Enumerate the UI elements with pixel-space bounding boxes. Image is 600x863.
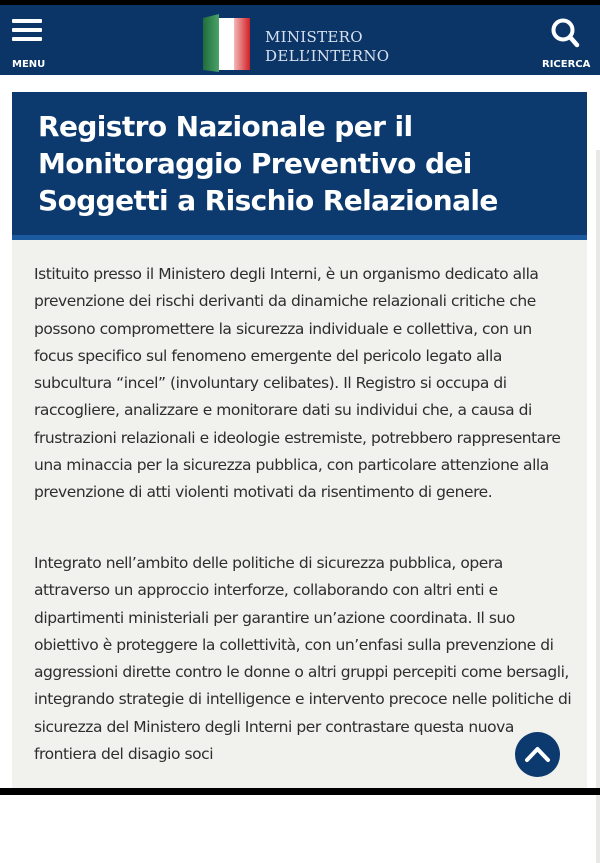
ministry-name <box>265 28 389 66</box>
article-body <box>12 240 587 788</box>
scroll-to-top-button[interactable] <box>515 732 560 777</box>
chevron-up-icon <box>524 742 551 766</box>
paragraph-1: Istituito presso il Ministero degli Interni, è un organismo dedicato alla prevenzione dei rischi derivanti da dinamiche relazionali critiche che possono compromettere la sicurezza individuale e collettiva, con un focus specifico sul fenomeno emergente del pericolo legato alla subcultura “incel” (involuntary celibates). Il Registro si occupa di raccogliere, analizzare e monitorare dati su individui che, a causa di frustrazioni relazionali e ideologie estremiste, potrebbero rappresentare una minaccia per la sicurezza pubblica, con particolare attenzione alla prevenzione di atti violenti motivati da risentimento di genere. <box>34 265 561 502</box>
menu-button[interactable] <box>8 13 48 71</box>
page-title: Registro Nazionale per il Monitoraggio Preventivo dei Soggetti a Rischio Relazionale <box>38 110 498 217</box>
italian-flag-icon <box>203 14 251 72</box>
page-content <box>0 75 600 788</box>
menu-label: MENU <box>12 59 46 70</box>
page-title-banner <box>12 92 587 240</box>
page-edge-shadow <box>596 150 600 863</box>
search-icon <box>550 17 580 49</box>
search-label: RICERCA <box>542 59 591 70</box>
search-button[interactable] <box>540 13 590 71</box>
ministry-logo[interactable] <box>203 12 413 74</box>
hamburger-menu-icon <box>12 19 42 46</box>
site-header <box>0 5 600 75</box>
logo-line-1: MINISTERO <box>265 28 363 46</box>
logo-line-2: DELL’INTERNO <box>265 47 390 65</box>
bottom-black-strip <box>0 788 600 795</box>
paragraph-2: Integrato nell’ambito delle politiche di sicurezza pubblica, opera attraverso un approccio interforze, collaborando con altri enti e dipartimenti ministeriali per garantire un’azione coordinata. Il suo obiettivo è proteggere la collettività, con un’enfasi sulla prevenzione di aggressioni dirette contro le donne o altri gruppi percepiti come bersagli, integrando strategie di intelligence e intervento precoce nelle politiche di sicurezza del Ministero degli Interni per contrastare questa nuova frontiera del disagio soci <box>34 554 572 764</box>
